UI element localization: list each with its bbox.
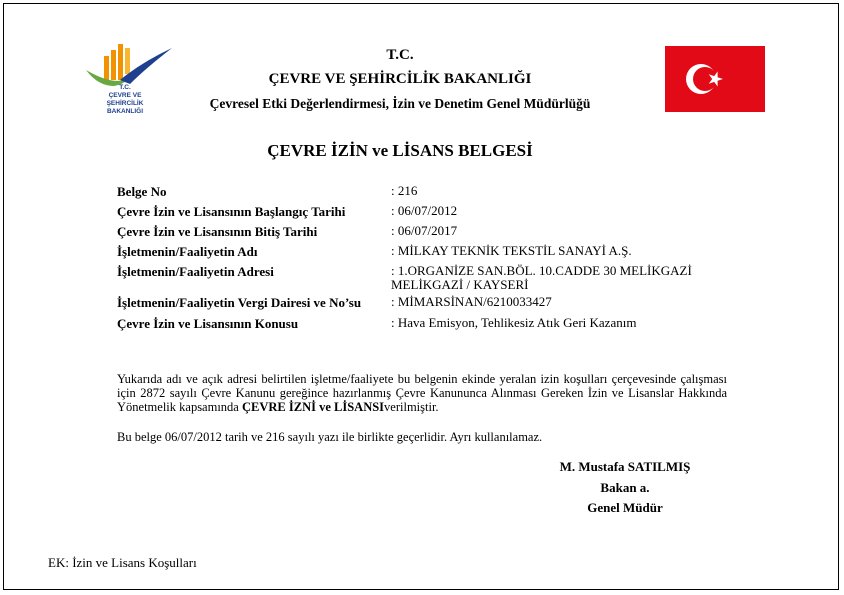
document-title: ÇEVRE İZİN ve LİSANS BELGESİ xyxy=(267,141,533,160)
field-label-tax-office: İşletmenin/Faaliyetin Vergi Dairesi ve No’su xyxy=(117,295,362,310)
field-value-address: : 1.ORGANİZE SAN.BÖL. 10.CADDE 30 MELİKGAZİ MELİKGAZİ / KAYSERİ xyxy=(391,263,692,292)
header-directorate: Çevresel Etki Değerlendirmesi, İzin ve Denetim Genel Müdürlüğü xyxy=(209,96,591,111)
header-line-tc: T.C. xyxy=(386,47,414,63)
field-label-belge-no: Belge No xyxy=(117,184,167,199)
field-value-company-name: : MİLKAY TEKNİK TEKSTİL SANAYİ A.Ş. xyxy=(391,243,632,258)
signatory-role-1: Bakan a. xyxy=(600,480,650,495)
field-label-end-date: Çevre İzin ve Lisansının Bitiş Tarihi xyxy=(117,224,318,239)
main-paragraph: Yukarıda adı ve açık adresi belirtilen işletme/faaliyete bu belgenin ekinde yeralan izin koşulları çerçevesinde çalışması için 2872 sayılı Çevre Kanunu gereğince hazırlanmış Çevre Kanununca Alınması Gereken İzin ve Lisanslar Hakkında Yönetmelik kapsamında ÇEVRE İZNİ ve LİSANSIverilmiştir. xyxy=(117,372,727,414)
field-value-start-date: : 06/07/2012 xyxy=(391,203,458,218)
header-ministry: ÇEVRE VE ŞEHİRCİLİK BAKANLIĞI xyxy=(268,71,532,87)
field-value-tax-office: : MİMARSİNAN/6210033427 xyxy=(391,294,552,309)
permit-bold-text: ÇEVRE İZNİ ve LİSANSI xyxy=(241,400,385,414)
signatory-role-2: Genel Müdür xyxy=(587,500,663,515)
field-label-address: İşletmenin/Faaliyetin Adresi xyxy=(117,264,274,279)
validity-paragraph: Bu belge 06/07/2012 tarih ve 216 sayılı yazı ile birlikte geçerlidir. Ayrı kullanılamaz. xyxy=(117,430,543,444)
field-label-start-date: Çevre İzin ve Lisansının Başlangıç Tarihi xyxy=(117,204,346,219)
logo-caption: T.C. ÇEVRE VE ŞEHİRCİLİK BAKANLIĞI xyxy=(106,84,144,115)
attachment-note: EK: İzin ve Lisans Koşulları xyxy=(48,555,197,570)
field-label-company-name: İşletmenin/Faaliyetin Adı xyxy=(117,244,258,259)
turkish-flag-icon xyxy=(665,46,765,112)
field-value-subject: : Hava Emisyon, Tehlikesiz Atık Geri Kazanım xyxy=(391,315,637,330)
field-value-end-date: : 06/07/2017 xyxy=(391,223,458,238)
field-value-belge-no: : 216 xyxy=(391,183,418,198)
signatory-name: M. Mustafa SATILMIŞ xyxy=(559,459,691,474)
field-label-subject: Çevre İzin ve Lisansının Konusu xyxy=(117,316,299,331)
